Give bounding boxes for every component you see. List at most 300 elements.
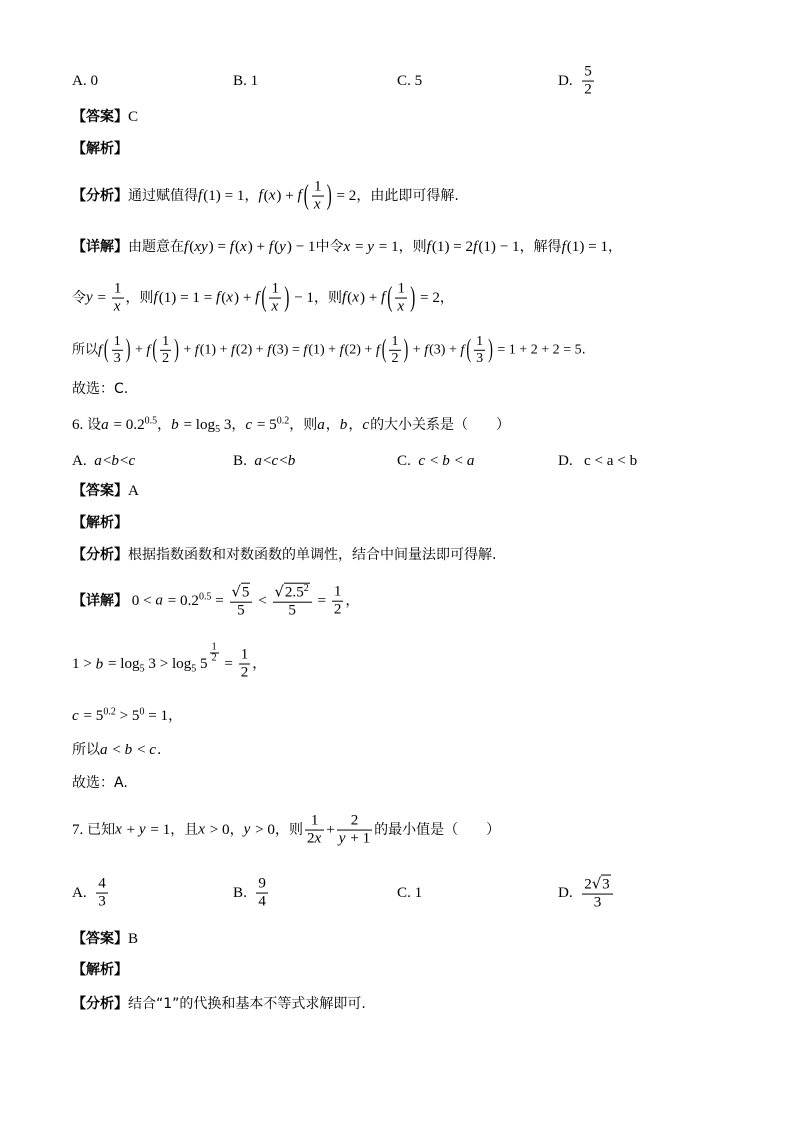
text-run: 由题意在: [128, 239, 184, 255]
math-variable: f: [426, 239, 431, 255]
math-text: D. c < a < b: [558, 453, 638, 469]
right-paren: ): [488, 334, 493, 365]
math-text: > 0: [251, 822, 275, 838]
denominator: [112, 351, 123, 367]
numerator: [395, 281, 407, 299]
math-text: 5: [288, 602, 296, 619]
detail-line: [72, 706, 182, 726]
math-text: > 5: [115, 708, 140, 724]
text-run: 已知: [87, 822, 116, 838]
denominator: [239, 665, 251, 682]
denominator: [582, 895, 612, 912]
detail-line: [72, 740, 161, 760]
text-run: ，: [345, 593, 360, 610]
math-text: 1: [391, 332, 399, 349]
detail-line: [72, 237, 622, 257]
left-paren: (: [303, 179, 309, 212]
text-run: ，则: [398, 239, 427, 255]
math-variable: c: [362, 417, 370, 433]
math-text: 0.5: [198, 591, 212, 603]
math-text: 5: [191, 663, 197, 675]
math-text: <: [108, 742, 125, 758]
math-text: B.: [233, 885, 255, 901]
denominator: [96, 894, 108, 911]
text-run: ，: [168, 708, 183, 724]
right-paren: ): [410, 281, 416, 314]
math-text: =: [211, 593, 228, 610]
math-text: 6.: [72, 417, 88, 433]
math-variable: a: [94, 453, 102, 469]
section-label: 【解析】: [72, 962, 128, 978]
numerator: [239, 647, 251, 665]
math-text: (3) =: [272, 341, 304, 358]
math-text: C. 1: [397, 885, 423, 901]
math-variable: f: [381, 290, 386, 306]
option-c: [397, 451, 475, 471]
math-variable: f: [216, 290, 221, 306]
analysis-line: [72, 545, 496, 565]
detail-line: [72, 643, 266, 682]
text-run: ，则: [274, 822, 303, 838]
fraction: [582, 875, 612, 912]
section-label: 【详解】: [72, 593, 128, 610]
math-variable: a: [254, 453, 262, 469]
math-text: ) +: [234, 290, 256, 306]
math-variable: x: [240, 239, 247, 255]
text-run: ，则: [313, 290, 342, 306]
text-run: 故选：A.: [72, 775, 128, 791]
analysis-line: [72, 179, 459, 214]
option-a: [72, 71, 98, 91]
math-text: +: [179, 341, 195, 358]
math-variable: x: [198, 822, 205, 838]
left-paren: (: [103, 334, 109, 365]
section-label: 【分析】: [72, 547, 128, 563]
math-text: +: [122, 822, 139, 838]
text-run: 所以: [72, 342, 99, 358]
math-text: 2.5: [284, 584, 304, 601]
math-text: 0 <: [128, 593, 156, 610]
fraction: [210, 643, 219, 664]
math-text: 5: [584, 63, 592, 80]
math-text: ) +: [247, 239, 269, 255]
option-b: [233, 451, 296, 471]
question-stem: [72, 813, 500, 848]
text-run: .: [581, 342, 586, 358]
section-label: 【分析】: [72, 996, 128, 1012]
math-text: 1: [211, 641, 217, 653]
math-text: ) +: [276, 188, 298, 204]
text-run: 的大小关系是（ ）: [370, 417, 511, 433]
numerator: [256, 876, 268, 894]
math-variable: x: [397, 298, 405, 315]
math-variable: c: [72, 708, 79, 724]
math-text: = 0.2: [163, 593, 199, 610]
math-variable: x: [343, 239, 351, 255]
left-paren: (: [466, 334, 472, 365]
superscript: [145, 415, 157, 426]
math-text: 2: [584, 81, 592, 98]
math-variable: y: [86, 290, 93, 306]
fraction: [239, 647, 251, 682]
math-text: D.: [558, 885, 581, 901]
conclusion-line: [72, 773, 128, 793]
option-c: [397, 883, 422, 903]
fraction: [395, 281, 407, 316]
math-text: <: [262, 453, 272, 469]
math-variable: y: [243, 822, 251, 838]
math-variable: x: [113, 298, 121, 315]
section-label: 【答案】: [72, 483, 128, 499]
math-text: 0.2: [103, 706, 116, 718]
math-variable: f: [473, 239, 478, 255]
text-run: ，解得: [519, 239, 562, 255]
math-text: C. 5: [397, 73, 423, 89]
math-text: 2: [350, 812, 359, 829]
fraction: [332, 584, 344, 619]
detail-line: [72, 334, 586, 366]
math-text: =: [93, 290, 110, 306]
radicand: [601, 875, 611, 894]
superscript: [208, 641, 221, 665]
math-text: = 2: [332, 188, 357, 204]
math-variable: f: [198, 188, 203, 204]
math-variable: b: [171, 417, 179, 433]
math-text: 1: [333, 583, 342, 600]
math-text: = 0.2: [109, 417, 145, 433]
numerator: [582, 875, 612, 895]
text-run: 结合“1”的代换和基本不等式求解即可.: [128, 996, 366, 1012]
text-run: ，则: [125, 290, 154, 306]
text-run: 的最小值是（ ）: [374, 822, 501, 838]
math-text: 2: [211, 652, 217, 664]
square-root: [275, 583, 310, 602]
math-text: = 5: [79, 708, 104, 724]
math-text: = 1 + 2 + 2 = 5: [493, 341, 582, 358]
text-run: ，且: [170, 822, 199, 838]
math-text: =: [220, 656, 237, 673]
math-text: 5: [237, 602, 245, 619]
text-run: 所以: [72, 742, 100, 758]
text-run: ，: [325, 417, 340, 433]
math-text: D.: [558, 73, 581, 89]
solution-heading: [72, 960, 128, 980]
superscript: [304, 583, 309, 594]
math-text: =: [313, 593, 330, 610]
denominator: [389, 351, 400, 367]
math-text: (: [347, 290, 353, 306]
fraction: [256, 876, 268, 911]
detail-line: [72, 281, 454, 316]
text-run: ，: [244, 188, 259, 204]
denominator: [269, 299, 281, 316]
math-text: (: [274, 239, 280, 255]
numerator: [112, 281, 124, 299]
math-text: ) − 1: [286, 239, 316, 255]
fraction: [337, 813, 372, 848]
fraction: [582, 64, 594, 99]
fraction: [230, 583, 253, 620]
math-text: 4: [98, 875, 106, 892]
text-run: 通过赋值得: [128, 188, 198, 204]
text-run: ，: [231, 417, 246, 433]
math-text: 3: [593, 894, 602, 911]
denominator: [112, 299, 124, 316]
math-text: 2: [333, 601, 342, 618]
right-paren: ): [284, 281, 290, 314]
denominator: [160, 351, 171, 367]
math-variable: f: [460, 341, 465, 358]
square-root: [592, 875, 611, 894]
section-label: 【答案】: [72, 931, 128, 947]
fraction: [96, 876, 108, 911]
math-text: 3: [98, 893, 106, 910]
math-variable: x: [115, 822, 122, 838]
math-text: 1: [162, 332, 170, 349]
math-text: 1 >: [72, 656, 96, 673]
math-text: 0.5: [144, 415, 158, 427]
math-text: + 1: [346, 830, 371, 847]
solution-heading: [72, 513, 128, 533]
text-run: ，: [229, 822, 244, 838]
radical-sign: √: [591, 875, 602, 893]
text-run: 令: [72, 290, 86, 306]
text-run: ，: [348, 417, 363, 433]
math-variable: c: [271, 453, 279, 469]
section-label: 【详解】: [72, 239, 128, 255]
math-text: (2) +: [344, 341, 376, 358]
math-text: C.: [397, 453, 419, 469]
denominator: [273, 602, 312, 619]
math-variable: b: [124, 742, 133, 758]
math-text: 3: [476, 349, 484, 366]
math-text: 2: [391, 349, 399, 366]
math-text: +: [326, 822, 335, 838]
fraction: [273, 583, 312, 620]
math-variable: f: [297, 188, 302, 204]
math-text: (1) = 1: [566, 239, 609, 255]
denominator: [395, 299, 407, 316]
right-paren: ): [174, 334, 179, 365]
math-text: <: [102, 453, 112, 469]
numerator: [230, 583, 253, 603]
math-text: − 1: [290, 290, 314, 306]
math-variable: f: [184, 239, 189, 255]
right-paren: ): [326, 179, 332, 212]
math-variable: f: [231, 341, 235, 358]
math-variable: b: [442, 453, 450, 469]
math-text: (1) +: [199, 341, 231, 358]
math-variable: f: [303, 341, 308, 358]
math-text: =: [351, 239, 368, 255]
math-text: 3: [220, 417, 232, 433]
superscript: [199, 591, 211, 602]
section-label: 【解析】: [72, 515, 128, 531]
math-variable: f: [339, 341, 344, 358]
denominator: [337, 831, 372, 848]
math-variable: c: [245, 417, 253, 433]
radical-sign: √: [274, 583, 284, 601]
math-text: 1: [476, 332, 484, 349]
left-paren: (: [261, 281, 267, 314]
section-label: 【解析】: [72, 141, 128, 157]
math-variable: a: [317, 417, 325, 433]
math-text: 1: [271, 280, 280, 297]
math-variable: f: [146, 341, 151, 358]
numerator: [112, 334, 123, 351]
numerator: [332, 584, 344, 602]
math-text: (2) +: [235, 341, 268, 358]
math-variable: y: [367, 239, 375, 255]
text-run: 根据指数函数和对数函数的单调性，结合中间量法即可得解.: [128, 547, 497, 563]
math-text: 0.2: [276, 415, 290, 427]
math-text: (: [221, 290, 227, 306]
math-text: 4: [258, 893, 266, 910]
math-variable: f: [375, 341, 380, 358]
math-text: 7.: [72, 822, 88, 838]
math-text: A.: [72, 453, 95, 469]
math-text: <: [279, 453, 288, 469]
math-text: B: [128, 931, 139, 947]
answer-line: [72, 481, 139, 501]
math-variable: a: [466, 453, 475, 469]
numerator: [273, 583, 312, 603]
analysis-line: [72, 994, 366, 1014]
math-text: C: [128, 109, 139, 125]
left-paren: (: [387, 281, 393, 314]
text-run: ，: [439, 290, 454, 306]
math-text: 5: [139, 663, 145, 675]
math-text: (: [189, 239, 195, 255]
numerator: [96, 876, 108, 894]
math-text: (3) +: [429, 341, 461, 358]
math-text: 3: [602, 876, 610, 893]
math-text: = 1: [375, 239, 399, 255]
math-variable: f: [267, 341, 272, 358]
answer-line: [72, 107, 138, 127]
math-text: 1: [397, 280, 406, 297]
fraction: [312, 179, 324, 214]
math-text: B. 1: [233, 73, 259, 89]
math-text: 2: [306, 830, 315, 847]
math-text: <: [426, 453, 443, 469]
math-variable: f: [561, 239, 566, 255]
math-variable: f: [255, 290, 260, 306]
math-variable: x: [314, 830, 322, 847]
math-text: = 2: [416, 290, 440, 306]
math-variable: x: [352, 290, 359, 306]
math-variable: b: [287, 453, 296, 469]
math-text: 1: [113, 280, 122, 297]
option-a: [72, 451, 136, 471]
numerator: [582, 64, 594, 82]
fraction: [160, 334, 171, 366]
math-text: 2: [303, 582, 309, 594]
math-text: <: [133, 742, 150, 758]
math-text: 3 > log: [144, 656, 192, 673]
text-run: ，: [608, 239, 623, 255]
text-run: ，: [157, 417, 172, 433]
math-variable: b: [339, 417, 348, 433]
math-text: <: [254, 593, 271, 610]
math-variable: f: [268, 239, 274, 255]
option-c: [397, 71, 422, 91]
radical-sign: √: [231, 583, 241, 601]
math-variable: f: [98, 341, 102, 358]
math-text: 2: [240, 664, 249, 681]
math-text: > 0: [205, 822, 230, 838]
math-text: ) +: [359, 290, 382, 306]
numerator: [160, 334, 171, 351]
math-text: 1: [313, 178, 322, 195]
option-a: [72, 876, 110, 911]
math-variable: a: [155, 593, 163, 610]
denominator: [230, 602, 253, 619]
math-text: A: [128, 483, 139, 499]
text-run: 故选：C.: [72, 381, 129, 397]
math-text: 5: [215, 424, 221, 436]
math-text: <: [119, 453, 129, 469]
math-variable: f: [258, 188, 263, 204]
answer-line: [72, 929, 138, 949]
fraction: [269, 281, 281, 316]
numerator: [269, 281, 281, 299]
option-b: [233, 876, 270, 911]
math-variable: f: [194, 341, 199, 358]
numerator: [389, 334, 400, 351]
math-text: = log: [179, 417, 216, 433]
math-text: 3: [113, 349, 121, 366]
solution-heading: [72, 139, 128, 159]
right-paren: ): [403, 334, 409, 365]
math-text: = log: [104, 656, 140, 673]
text-run: 设: [87, 417, 102, 433]
right-paren: ): [125, 334, 131, 365]
math-variable: f: [341, 290, 347, 306]
math-text: = 1: [146, 822, 171, 838]
option-d: [558, 64, 596, 99]
math-text: (1) − 1: [478, 239, 520, 255]
math-variable: f: [153, 290, 158, 306]
option-d: [558, 875, 615, 912]
math-text: 1: [310, 812, 319, 829]
math-text: 5: [196, 656, 208, 673]
option-b: [233, 71, 258, 91]
math-variable: y: [279, 239, 286, 255]
math-text: = 1: [144, 708, 169, 724]
math-text: 5: [241, 584, 250, 601]
denominator: [582, 82, 594, 99]
text-run: .: [157, 742, 162, 758]
denominator: [474, 351, 485, 367]
math-variable: f: [229, 239, 234, 255]
math-text: A. 0: [72, 73, 99, 89]
math-text: 1: [240, 646, 249, 663]
math-text: (1) = 1: [203, 188, 245, 204]
radicand: [284, 583, 310, 602]
math-text: 9: [258, 875, 266, 892]
math-variable: c: [418, 453, 426, 469]
math-variable: y: [138, 822, 146, 838]
fraction: [305, 813, 324, 848]
fraction: [112, 281, 124, 316]
math-text: ) =: [208, 239, 230, 255]
superscript: [277, 415, 289, 426]
numerator: [337, 813, 372, 831]
numerator: [305, 813, 324, 831]
denominator: [312, 197, 324, 214]
text-run: ，则: [289, 417, 318, 433]
